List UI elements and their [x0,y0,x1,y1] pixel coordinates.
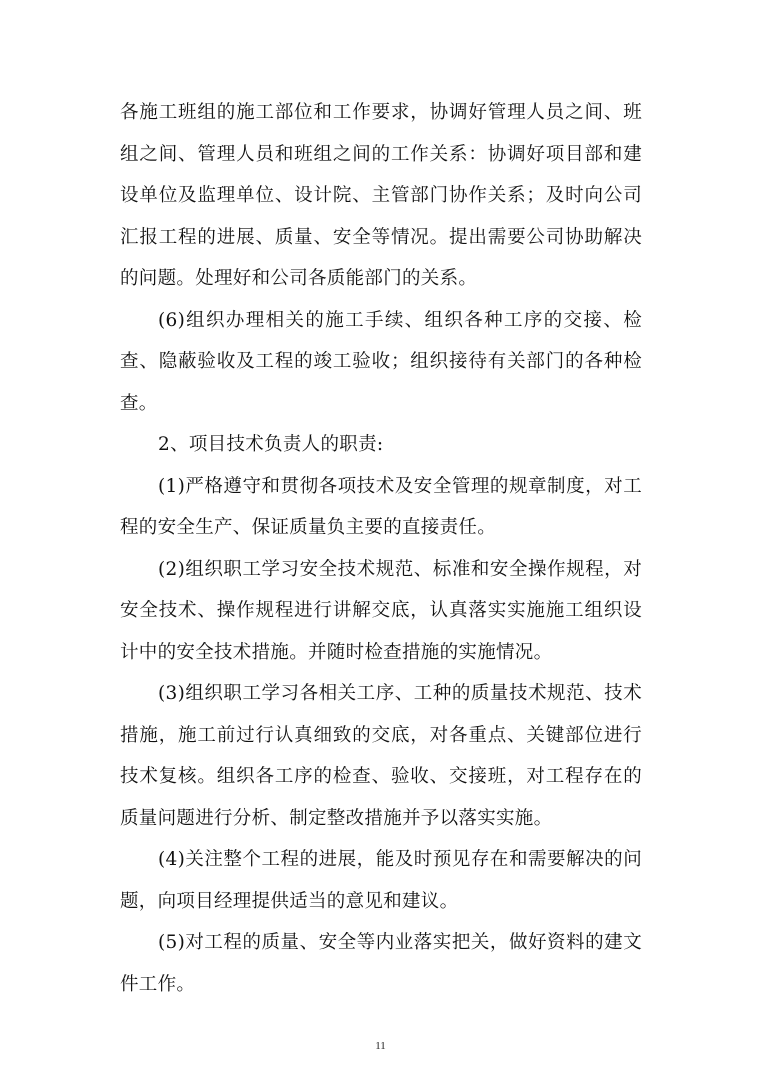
paragraph-item-6: (6)组织办理相关的施工手续、组织各种工序的交接、检查、隐蔽验收及工程的竣工验收；组织接待有关部门的各种检查。 [120,309,642,414]
paragraph-item-2: (2)组织职工学习安全技术规范、标准和安全操作规程，对安全技术、操作规程进行讲解交底，认真落实实施施工组织设计中的安全技术措施。并随时检查措施的实施情况。 [120,558,642,663]
section-heading-technical-lead: 2、项目技术负责人的职责: [158,434,384,455]
paragraph-intro-continued: 各施工班组的施工部位和工作要求，协调好管理人员之间、班组之间、管理人员和班组之间的工作关系：协调好项目部和建设单位及监理单位、设计院、主管部门协作关系；及时向公司汇报工程的进展、质量、安全等情况。提出需要公司协助解决的问题。处理好和公司各质能部门的关系。 [120,102,642,289]
paragraph-item-3: (3)组织职工学习各相关工序、工种的质量技术规范、技术措施，施工前过行认真细致的交底，对各重点、关键部位进行技术复核。组织各工序的检查、验收、交接班，对工程存在的质量问题进行分析、制定整改措施并予以落实实施。 [120,683,642,829]
page-number: 11 [375,1040,386,1052]
paragraph-item-5: (5)对工程的质量、安全等内业落实把关，做好资料的建文件工作。 [120,932,642,995]
body-text [120,92,642,1005]
paragraph-item-1: (1)严格遵守和贯彻各项技术及安全管理的规章制度，对工程的安全生产、保证质量负主要的直接责任。 [120,475,642,538]
paragraph-item-4: (4)关注整个工程的进展，能及时预见存在和需要解决的问题，向项目经理提供适当的意见和建议。 [120,849,642,912]
